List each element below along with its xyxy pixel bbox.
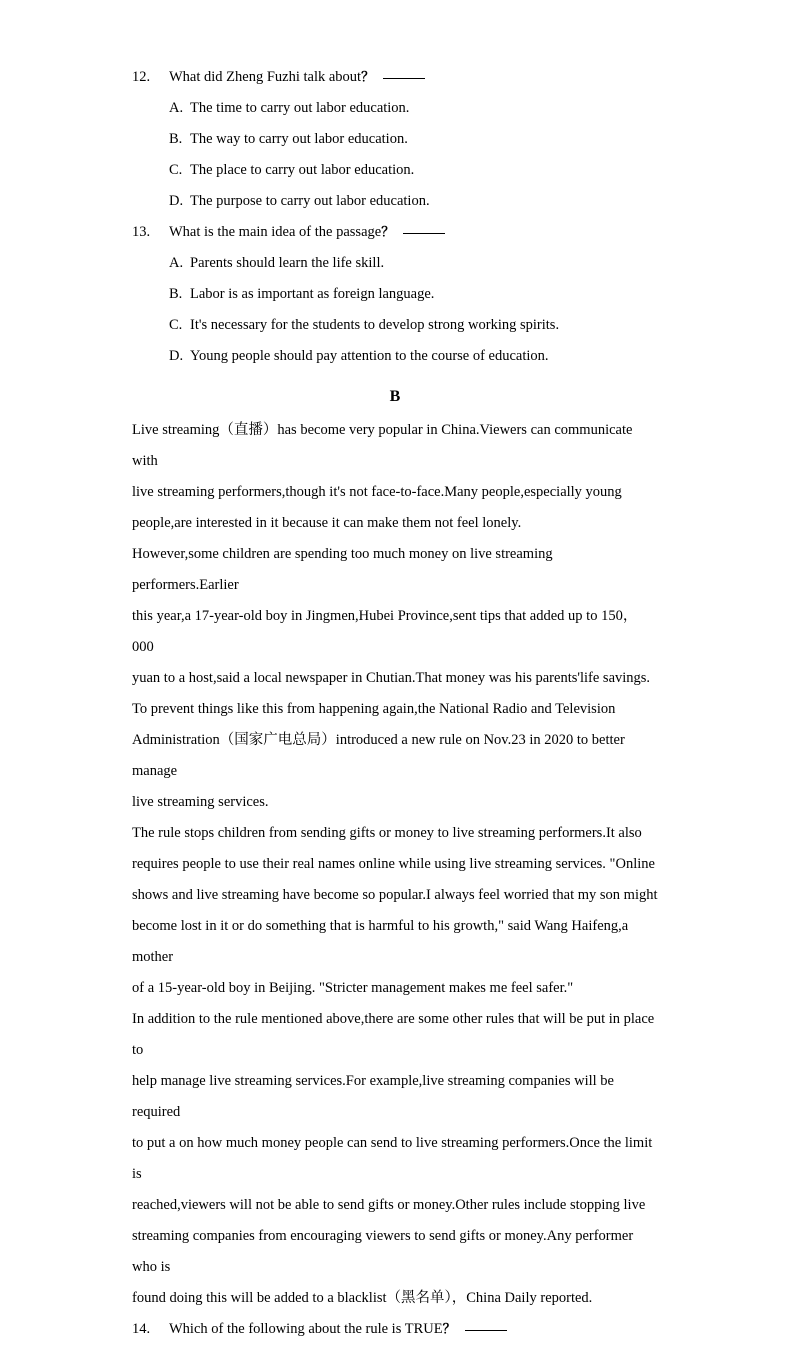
question-stem — [132, 217, 658, 248]
question-text — [169, 217, 658, 248]
option-text: The purpose to carry out labor education. — [190, 193, 430, 209]
passage-line: live streaming services. — [132, 794, 269, 810]
option-c[interactable] — [132, 155, 658, 186]
option-text: The time to carry out labor education. — [190, 100, 410, 116]
passage-line: people,are interested in it because it can make them not feel lonely. — [132, 515, 522, 531]
option-text: Young people should pay attention to the course of education. — [190, 348, 549, 364]
option-text: The way to carry out labor education. — [190, 131, 408, 147]
passage-line: Administration（国家广电总局）introduced a new rule on Nov.23 in 2020 to better manage — [132, 732, 625, 779]
option-text: The place to carry out labor education. — [190, 162, 415, 178]
option-letter: A. — [169, 100, 184, 116]
passage-line: live streaming performers,though it's not face-to-face.Many people,especially young — [132, 484, 622, 500]
question-text — [169, 1314, 658, 1345]
option-text: Parents should learn the life skill. — [190, 255, 385, 271]
option-text: It's necessary for the students to develop strong working spirits. — [190, 317, 560, 333]
passage-line: shows and live streaming have become so popular.I always feel worried that my son might — [132, 887, 658, 903]
option-letter: C. — [169, 162, 183, 178]
passage-line: yuan to a host,said a local newspaper in Chutian.That money was his parents'life savings. — [132, 670, 651, 686]
option-d[interactable] — [132, 186, 658, 217]
passage-line: this year,a 17-year-old boy in Jingmen,Hubei Province,sent tips that added up to 150，000 — [132, 608, 638, 655]
passage-line: To prevent things like this from happening again,the National Radio and Television — [132, 701, 616, 717]
passage-line: requires people to use their real names online while using live streaming services. "Online — [132, 856, 655, 872]
passage-line: However,some children are spending too much money on live streaming performers.Earlier — [132, 546, 553, 593]
passage-line: reached,viewers will not be able to send gifts or money.Other rules include stopping live — [132, 1197, 646, 1213]
passage-line: of a 15-year-old boy in Beijing. "Stricter management makes me feel safer." — [132, 980, 574, 996]
option-letter: D. — [169, 193, 184, 209]
passage-line: found doing this will be added to a blacklist（黑名单），China Daily reported. — [132, 1290, 593, 1306]
question-number: 12. — [132, 69, 151, 85]
passage-line: streaming companies from encouraging viewers to send gifts or money.Any performer who is — [132, 1228, 634, 1275]
answer-blank[interactable] — [403, 233, 445, 234]
section-heading: B — [389, 388, 401, 405]
passage-line: In addition to the rule mentioned above,there are some other rules that will be put in place to — [132, 1011, 655, 1058]
option-letter: B. — [169, 286, 183, 302]
option-b[interactable] — [132, 279, 658, 310]
passage-line: Live streaming（直播）has become very popular in China.Viewers can communicate with — [132, 422, 633, 469]
passage-line: The rule stops children from sending gifts or money to live streaming performers.It also — [132, 825, 642, 841]
option-d[interactable] — [132, 341, 658, 372]
passage-line: help manage live streaming services.For example,live streaming companies will be required — [132, 1073, 614, 1120]
option-b[interactable] — [132, 124, 658, 155]
question-prompt: What did Zheng Fuzhi talk about — [169, 69, 362, 85]
option-a[interactable] — [132, 93, 658, 124]
option-letter: C. — [169, 317, 183, 333]
option-letter: A. — [169, 255, 184, 271]
question-mark: ？ — [442, 1322, 456, 1337]
answer-blank[interactable] — [465, 1330, 507, 1331]
option-text: Labor is as important as foreign language. — [190, 286, 435, 302]
option-letter: B. — [169, 131, 183, 147]
question-mark: ？ — [361, 70, 375, 85]
reading-passage — [132, 415, 658, 1314]
question-prompt: Which of the following about the rule is TRUE — [169, 1321, 443, 1337]
option-letter: D. — [169, 348, 184, 364]
question-prompt: What is the main idea of the passage — [169, 224, 382, 240]
question-block-12 — [132, 62, 658, 217]
question-number: 14. — [132, 1321, 151, 1337]
question-text — [169, 62, 658, 93]
page-content — [132, 0, 658, 1345]
option-c[interactable] — [132, 310, 658, 341]
question-number: 13. — [132, 224, 151, 240]
question-block-14 — [132, 1314, 658, 1345]
answer-blank[interactable] — [383, 78, 425, 79]
question-mark: ？ — [381, 225, 395, 240]
question-block-13 — [132, 217, 658, 372]
question-stem — [132, 62, 658, 93]
passage-line: become lost in it or do something that is harmful to his growth," said Wang Haifeng,a mother — [132, 918, 629, 965]
option-a[interactable] — [132, 248, 658, 279]
passage-line: to put a on how much money people can send to live streaming performers.Once the limit is — [132, 1135, 653, 1182]
